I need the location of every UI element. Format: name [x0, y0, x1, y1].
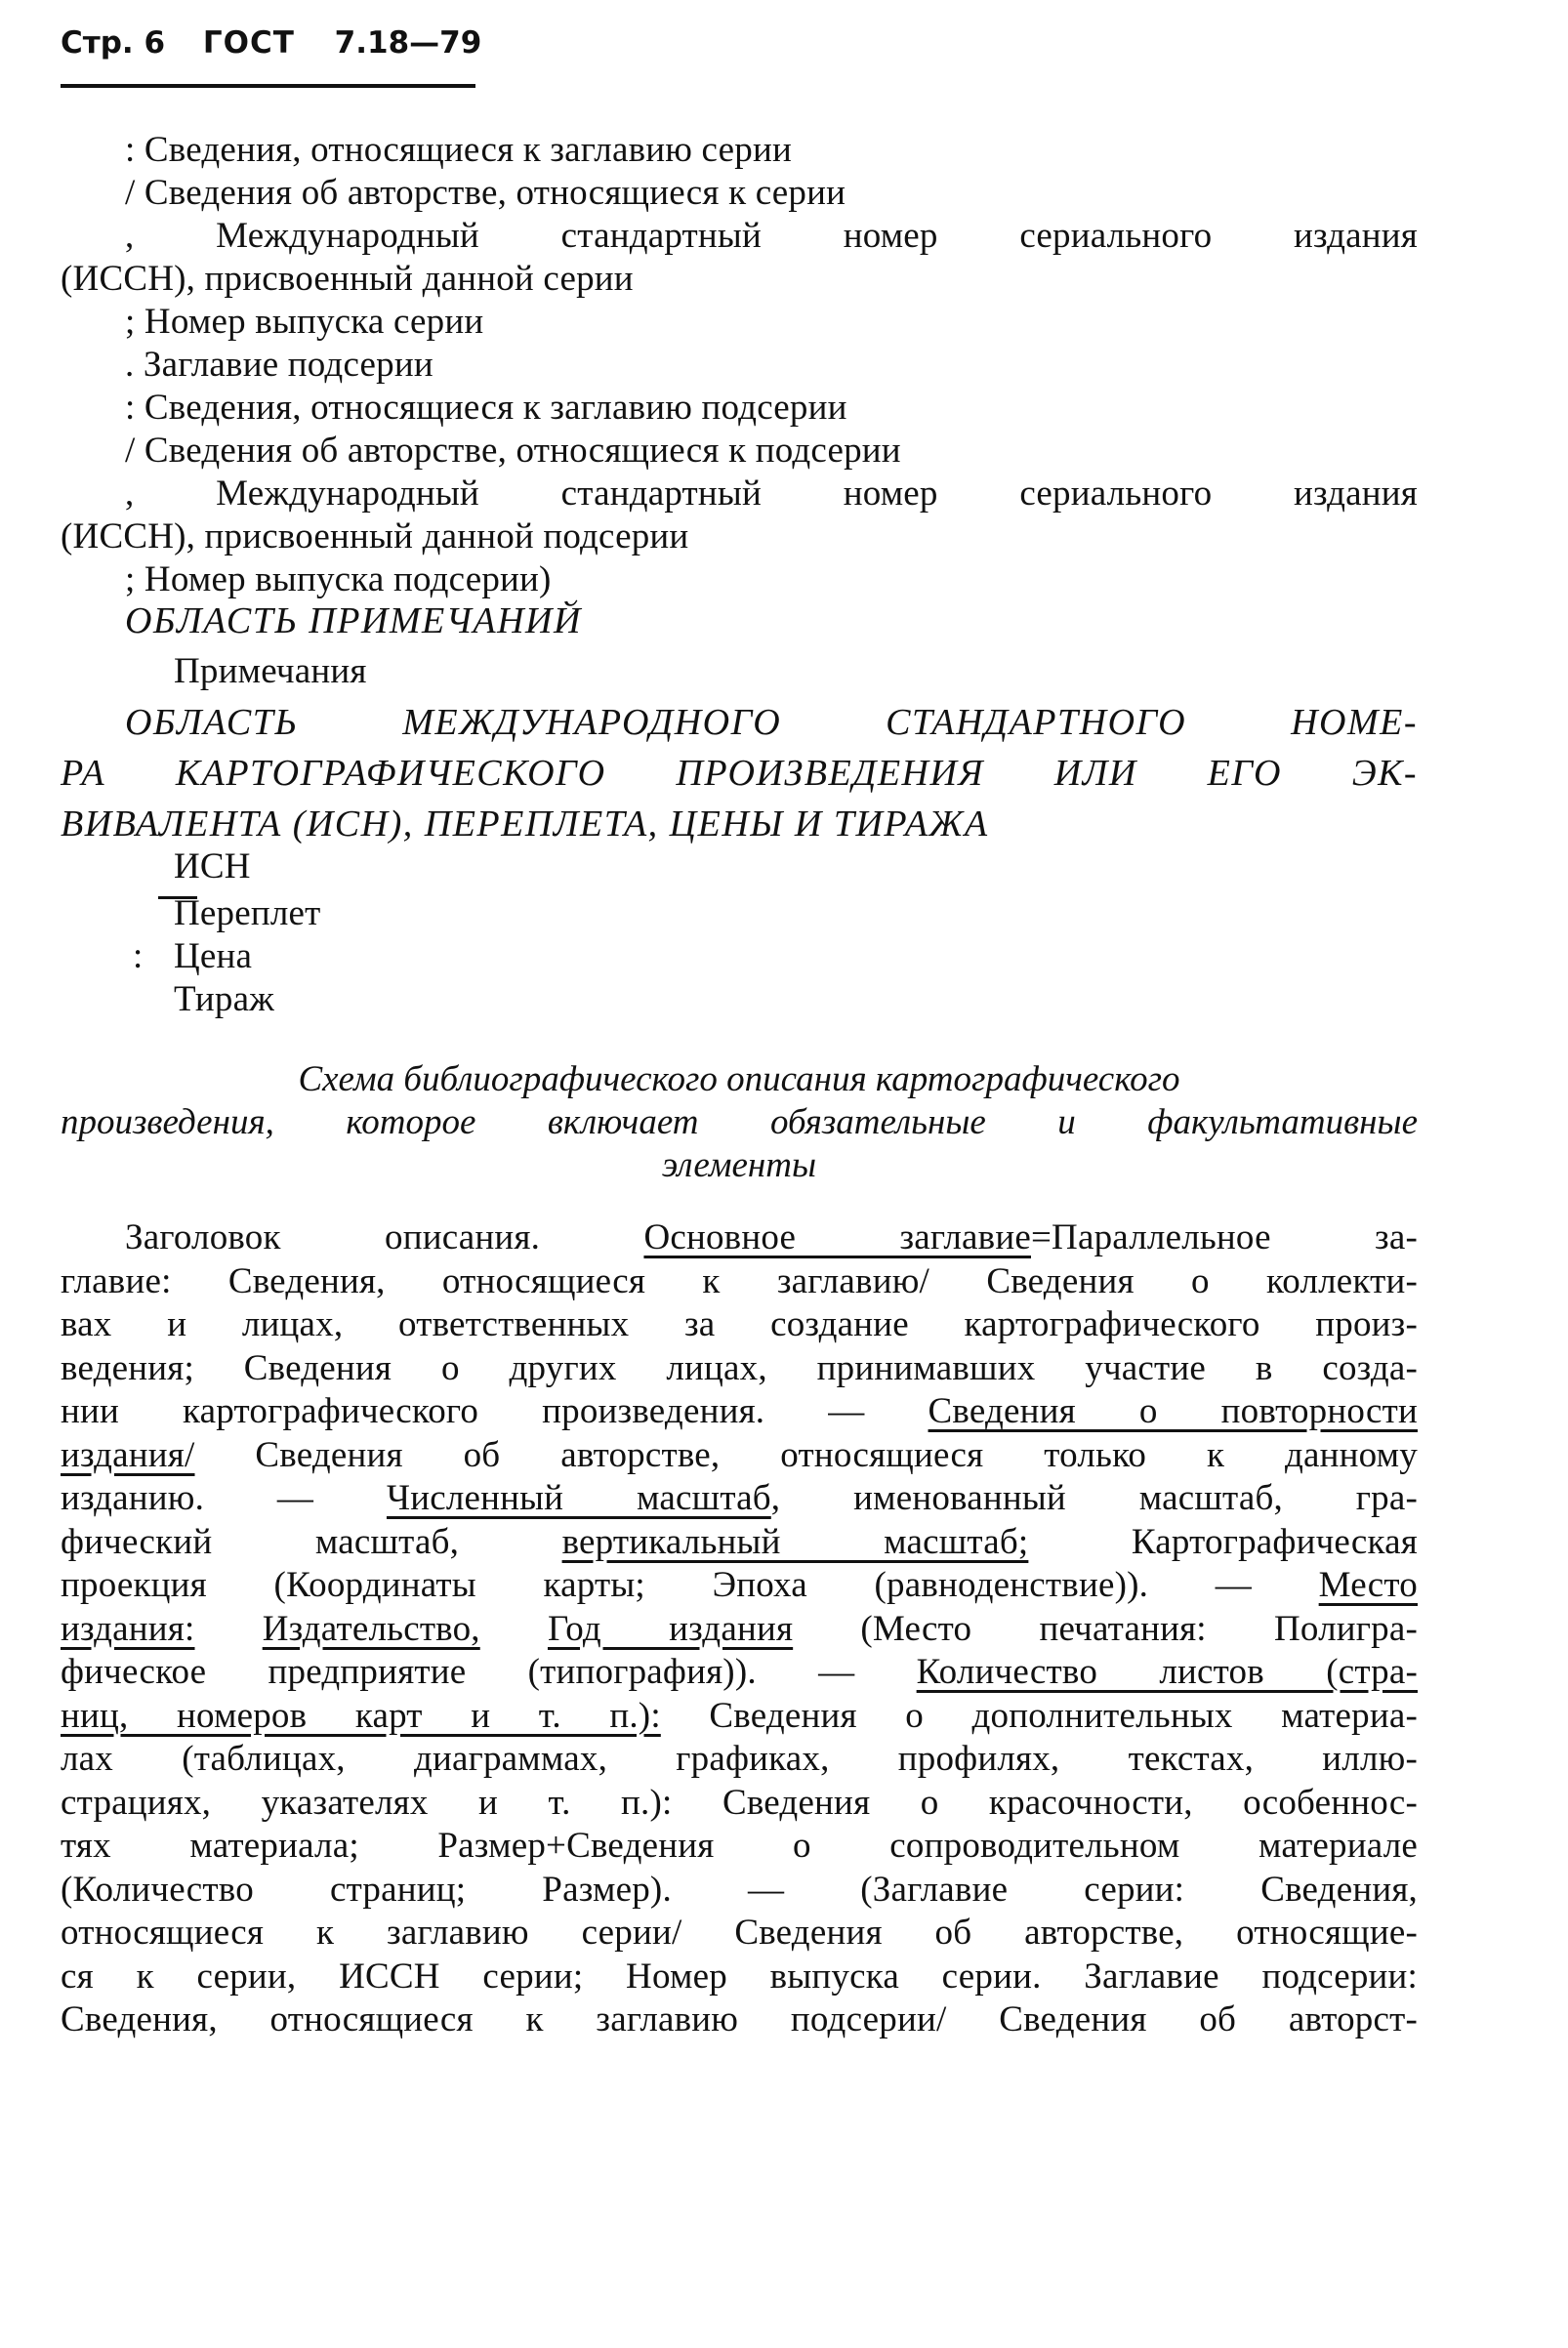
- scheme-paragraph-line: [61, 1521, 1418, 1564]
- scheme-paragraph-line: [61, 1477, 1418, 1520]
- underlined-mandatory-element: Место: [1318, 1565, 1418, 1605]
- isn-item: [174, 845, 251, 888]
- underlined-mandatory-element: Сведения о повторности: [928, 1391, 1418, 1431]
- underlined-mandatory-element: Издательство,: [262, 1608, 480, 1649]
- paragraph-text: , именованный масштаб, гра-: [770, 1478, 1418, 1518]
- scheme-title-line: элементы: [661, 1145, 817, 1185]
- price-label: Цена: [174, 936, 253, 976]
- paragraph-text: тях материала; Размер+Сведения о сопроводительном материале: [61, 1826, 1418, 1866]
- scheme-paragraph-line: [61, 1956, 1418, 1998]
- isn-heading-line: ОБЛАСТЬ МЕЖДУНАРОДНОГО СТАНДАРТНОГО НОМЕ-: [125, 702, 1418, 743]
- underlined-mandatory-element: Количество листов (стра-: [916, 1652, 1418, 1692]
- isn-item: [174, 892, 321, 935]
- scheme-paragraph-line: [61, 1434, 1418, 1477]
- scheme-paragraph-line: [61, 1695, 1418, 1738]
- isn-item: [133, 935, 252, 978]
- paragraph-text: Сведения об авторстве, относящиеся только к данному: [194, 1434, 1418, 1475]
- series-line: / Сведения об авторстве, относящиеся к серии: [125, 173, 846, 213]
- paragraph-text: вах и лицах, ответственных за создание картографического произ-: [61, 1304, 1418, 1344]
- paragraph-text: Заголовок описания.: [125, 1217, 644, 1257]
- paragraph-text: страциях, указателях и т. п.): Сведения о красочности, особеннос-: [61, 1782, 1418, 1823]
- series-line: ; Номер выпуска серии: [125, 302, 484, 342]
- scheme-paragraph-line: [61, 1260, 1418, 1303]
- series-line: (ИССН), присвоенный данной серии: [61, 259, 634, 299]
- underlined-mandatory-element: издания/: [61, 1434, 195, 1475]
- scheme-paragraph-line: [61, 1303, 1418, 1346]
- scheme-paragraph-line: [61, 1998, 1418, 2041]
- page-number: Стр. 6: [61, 25, 166, 61]
- paragraph-text: изданию. —: [61, 1478, 387, 1518]
- series-line: , Международный стандартный номер сериального издания: [125, 216, 1418, 256]
- series-line: , Международный стандартный номер сериального издания: [125, 474, 1418, 514]
- paragraph-text: [480, 1609, 548, 1649]
- underlined-mandatory-element: Год издания: [547, 1608, 794, 1649]
- paragraph-text: ся к серии, ИССН серии; Номер выпуска серии. Заглавие подсерии:: [61, 1956, 1418, 1997]
- underlined-mandatory-element: Численный масштаб: [386, 1478, 771, 1518]
- paragraph-text: нии картографического произведения. —: [61, 1391, 928, 1431]
- print-run-label: Тираж: [174, 979, 274, 1019]
- binding-label: Переплет: [174, 893, 321, 933]
- underlined-mandatory-element: вертикальный масштаб;: [561, 1521, 1029, 1562]
- paragraph-text: фический масштаб,: [61, 1521, 562, 1562]
- paragraph-text: [195, 1609, 263, 1649]
- isn-item: [174, 978, 274, 1021]
- scheme-paragraph-line: [61, 1869, 1418, 1912]
- scheme-paragraph-line: [61, 1912, 1418, 1955]
- isn-heading-line: ВИВАЛЕНТА (ИСН), ПЕРЕПЛЕТА, ЦЕНЫ И ТИРАЖА: [61, 803, 989, 844]
- paragraph-text: Сведения о дополнительных материа-: [660, 1695, 1418, 1736]
- isn-label: ИСН: [174, 846, 251, 886]
- scheme-title-line: произведения, которое включает обязательные и факультативные: [61, 1102, 1418, 1142]
- paragraph-text: ведения; Сведения о других лицах, принимавших участие в созда-: [61, 1347, 1418, 1388]
- scheme-paragraph-line: [61, 1390, 1418, 1433]
- scheme-paragraph-line: [61, 1825, 1418, 1868]
- isn-heading-line: РА КАРТОГРАФИЧЕСКОГО ПРОИЗВЕДЕНИЯ ИЛИ ЕГО ЭК-: [61, 753, 1418, 794]
- series-line: : Сведения, относящиеся к заглавию серии: [125, 130, 792, 170]
- paragraph-text: лах (таблицах, диаграммах, графиках, профилях, текстах, иллю-: [61, 1739, 1418, 1779]
- series-line: / Сведения об авторстве, относящиеся к подсерии: [125, 431, 901, 471]
- notes-heading: ОБЛАСТЬ ПРИМЕЧАНИЙ: [125, 600, 582, 641]
- paragraph-text: проекция (Координаты карты; Эпоха (равноденствие)). —: [61, 1565, 1319, 1605]
- scheme-paragraph-line: [61, 1347, 1418, 1390]
- paragraph-text: =Параллельное за-: [1030, 1217, 1419, 1257]
- scheme-paragraph-line: [61, 1608, 1418, 1651]
- underlined-mandatory-element: Основное заглавие: [643, 1217, 1031, 1257]
- page-header: [61, 25, 490, 86]
- series-line: ; Номер выпуска подсерии): [125, 559, 552, 599]
- scheme-paragraph-line: [61, 1564, 1418, 1607]
- series-line: : Сведения, относящиеся к заглавию подсерии: [125, 388, 847, 428]
- underlined-mandatory-element: ниц, номеров карт и т. п.):: [61, 1695, 661, 1736]
- paragraph-text: Сведения, относящиеся к заглавию подсерии/ Сведения об авторст-: [61, 1999, 1418, 2039]
- price-prefix: :: [133, 936, 144, 976]
- scheme-paragraph-line: [125, 1216, 1418, 1259]
- scheme-paragraph-line: [61, 1782, 1418, 1825]
- series-line: (ИССН), присвоенный данной подсерии: [61, 516, 689, 556]
- paragraph-text: фическое предприятие (типография)). —: [61, 1652, 917, 1692]
- standard-number: 7.18—79: [334, 25, 482, 61]
- paragraph-text: (Место печатания: Полигра-: [793, 1608, 1418, 1649]
- notes-item: Примечания: [174, 651, 367, 691]
- scheme-paragraph-line: [61, 1651, 1418, 1694]
- paragraph-text: (Количество страниц; Размер). — (Заглавие серии: Сведения,: [61, 1869, 1418, 1910]
- standard-label: ГОСТ: [202, 25, 295, 61]
- scheme-title-line: Схема библиографического описания картографического: [298, 1059, 1180, 1099]
- paragraph-text: относящиеся к заглавию серии/ Сведения об авторстве, относящие-: [61, 1913, 1418, 1953]
- series-line: . Заглавие подсерии: [125, 345, 433, 385]
- scheme-paragraph-line: [61, 1738, 1418, 1781]
- header-rule: [61, 84, 475, 88]
- underlined-mandatory-element: издания:: [61, 1608, 195, 1649]
- paragraph-text: главие: Сведения, относящиеся к заглавию/ Сведения о коллекти-: [61, 1260, 1418, 1301]
- paragraph-text: Картографическая: [1028, 1521, 1419, 1562]
